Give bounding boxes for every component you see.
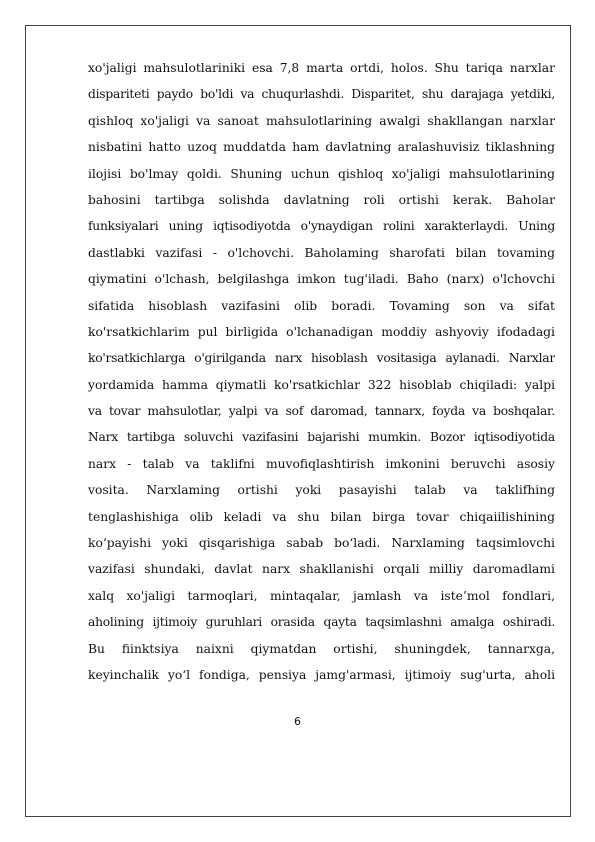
text-line: ilojisi bo'lmay qoldi. Shuning uchun qishloq xo'jaligi mahsulotlarining (88, 166, 555, 181)
text-line: funksiyalari uning iqtisodiyotda o'ynaydigan rolini xarakterlaydi. Uning (88, 219, 555, 234)
page-number: 6 (294, 715, 301, 728)
text-line: sifatida hisoblash vazifasini olib boradi. Tovaming son va sifat (88, 298, 555, 313)
text-line: bahosini tartibga solishda davlatning roli ortishi kerak. Baholar (88, 192, 555, 207)
text-line: va tovar mahsulotlar, yalpi va sof daromad, tannarx, foyda va boshqalar. (88, 404, 555, 419)
text-line: xo'jaligi mahsulotlariniki esa 7,8 marta ortdi, holos. Shu tariqa narxlar (88, 61, 555, 75)
text-line: ko'rsatkichlarim pul birligida o'lchanadigan moddiy ashyoviy ifodadagi (88, 324, 555, 339)
text-line: vosita. Narxlaming ortishi yoki pasayishi talab va taklifhing (88, 483, 555, 498)
text-line: Narx tartibga soluvchi vazifasini bajarishi mumkin. Bozor iqtisodiyotida (88, 430, 555, 445)
text-line: ko‘payishi yoki qisqarishiga sabab bo‘ladi. Narxlaming taqsimlovchi (88, 536, 555, 551)
text-line: dispariteti paydo bo'ldi va chuqurlashdi. Disparitet, shu darajaga yetdiki, (88, 87, 555, 102)
text-line: Bu fiinktsiya naixni qiymatdan ortishi, shuningdek, tannarxga, (88, 641, 555, 656)
text-line: ko'rsatkichlarga o'girilganda narx hisoblash vositasiga aylanadi. Narxlar (88, 351, 555, 366)
text-line: qishloq xo'jaligi va sanoat mahsulotlarining awalgi shakllangan narxlar (88, 113, 555, 128)
text-line: aholining ijtimoiy guruhlari orasida qayta taqsimlashni amalga oshiradi. (88, 615, 555, 630)
text-line: nisbatini hatto uzoq muddatda ham davlatning aralashuvisiz tiklashning (88, 140, 555, 155)
text-line: dastlabki vazifasi - o'lchovchi. Baholaming sharofati bilan tovaming (88, 245, 555, 260)
text-line: narx - talab va taklifni muvofiqlashtirish imkonini beruvchi asosiy (88, 456, 555, 471)
text-line: tenglashishiga olib keladi va shu bilan birga tovar chiqaiilishining (88, 509, 555, 524)
text-line: xalq xo'jaligi tarmoqlari, mintaqalar, jamlash va iste’mol fondlari, (88, 588, 555, 603)
body-text (88, 55, 555, 688)
text-line: keyinchalik yo‘l fondiga, pensiya jamg'armasi, ijtimoiy sug'urta, aholi (88, 667, 555, 682)
text-line: qiymatini o'lchash, belgilashga imkon tug'iladi. Baho (narx) o'lchovchi (88, 272, 555, 287)
text-line: vazifasi shundaki, davlat narx shakllanishi orqali milliy daromadlami (88, 562, 555, 577)
text-line: yordamida hamma qiymatli ko'rsatkichlar 322 hisoblab chiqiladi: yalpi (88, 377, 555, 392)
